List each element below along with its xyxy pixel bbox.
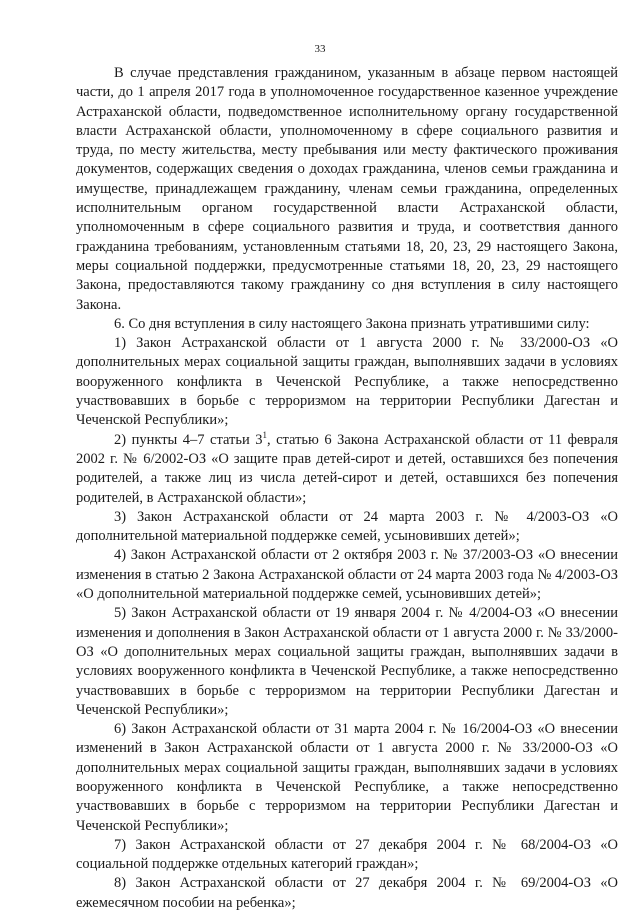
list-item-repealed-law-5: 5) Закон Астраханской области от 19 января 2004 г. № 4/2004-ОЗ «О внесении изменения и дополнения в Закон Астраханской области от 1 августа 2000 г. № 33/2000-ОЗ «О дополнительных мерах социальной защиты граждан, выполнявших задачи в условиях вооруженного конфликта в Чеченской Республике, а также непосредственно участвовавших в борьбе с терроризмом на территории Республики Дагестан и Чеченской Республики»; xyxy=(76,605,618,718)
list-item-2-text-end: , статью 6 Закона Астраханской области от 11 февраля 2002 г. № 6/2002-ОЗ «О защите прав детей-сирот и детей, оставшихся без попечения родителей, а также лиц из числа детей-сирот и детей, оставшихся без попечения родителей, в Астраханской области»; xyxy=(76,431,618,506)
list-item-repealed-law-4: 4) Закон Астраханской области от 2 октября 2003 г. № 37/2003-ОЗ «О внесении изменения в статью 2 Закона Астраханской области от 24 марта 2003 года № 4/2003-ОЗ «О дополнительной материальной поддержке семей, усыновивших детей»; xyxy=(76,547,618,603)
list-item-2-text-start: 2) пункты 4–7 статьи 3 xyxy=(114,431,263,448)
page-number: 33 xyxy=(314,43,326,55)
list-item-repealed-law-6: 6) Закон Астраханской области от 31 марта 2004 г. № 16/2004-ОЗ «О внесении изменений в Закон Астраханской области от 1 августа 2000 г. № 33/2000-ОЗ «О дополнительных мерах социальной защиты граждан, выполнявших задачи в условиях вооруженного конфликта в Чеченской Республике, а также непосредственно участвовавших в борьбе с терроризмом на территории Республики Дагестан и Чеченской Республики»; xyxy=(76,721,618,834)
paragraph-transitional-provision: В случае представления гражданином, указанным в абзаце первом настоящей части, до 1 апреля 2017 года в уполномоченное государственное казенное учреждение Астраханской области, подведомственное исполнительному органу государственной власти Астраханской области, уполномоченному в сфере социального развития и труда, по месту жительства, месту пребывания или месту фактического проживания документов, содержащих сведения о доходах гражданина, членов семьи гражданина и имуществе, принадлежащем гражданину, членам семьи гражданина, определенных исполнительным органом государственной власти Астраханской области, уполномоченным в сфере социального развития и труда, и соответствия данного гражданина требованиям, установленным статьями 18, 20, 23, 29 настоящего Закона, меры социальной поддержки, предусмотренные статьями 18, 20, 23, 29 настоящего Закона, предоставляются такому гражданину со дня вступления в силу настоящего Закона. xyxy=(76,65,618,313)
document-body xyxy=(76,64,618,913)
list-item-repealed-law-3: 3) Закон Астраханской области от 24 марта 2003 г. № 4/2003-ОЗ «О дополнительной материальной поддержке семей, усыновивших детей»; xyxy=(76,508,618,545)
paragraph-part-6-heading: 6. Со дня вступления в силу настоящего Закона признать утратившими силу: xyxy=(114,315,590,332)
list-item-repealed-law-8: 8) Закон Астраханской области от 27 декабря 2004 г. № 69/2004-ОЗ «О ежемесячном пособии на ребенка»; xyxy=(76,875,618,911)
list-item-repealed-law-1: 1) Закон Астраханской области от 1 августа 2000 г. № 33/2000-ОЗ «О дополнительных мерах социальной защиты граждан, выполнявших задачи в условиях вооруженного конфликта в Чеченской Республике, а также непосредственно участвовавших в борьбе с терроризмом на территории Республики Дагестан и Чеченской Республики»; xyxy=(76,335,618,429)
superscript-index: 1 xyxy=(262,429,267,440)
list-item-repealed-law-7: 7) Закон Астраханской области от 27 декабря 2004 г. № 68/2004-ОЗ «О социальной поддержке отдельных категорий граждан»; xyxy=(76,836,618,873)
list-item-repealed-law-2 xyxy=(76,431,618,508)
